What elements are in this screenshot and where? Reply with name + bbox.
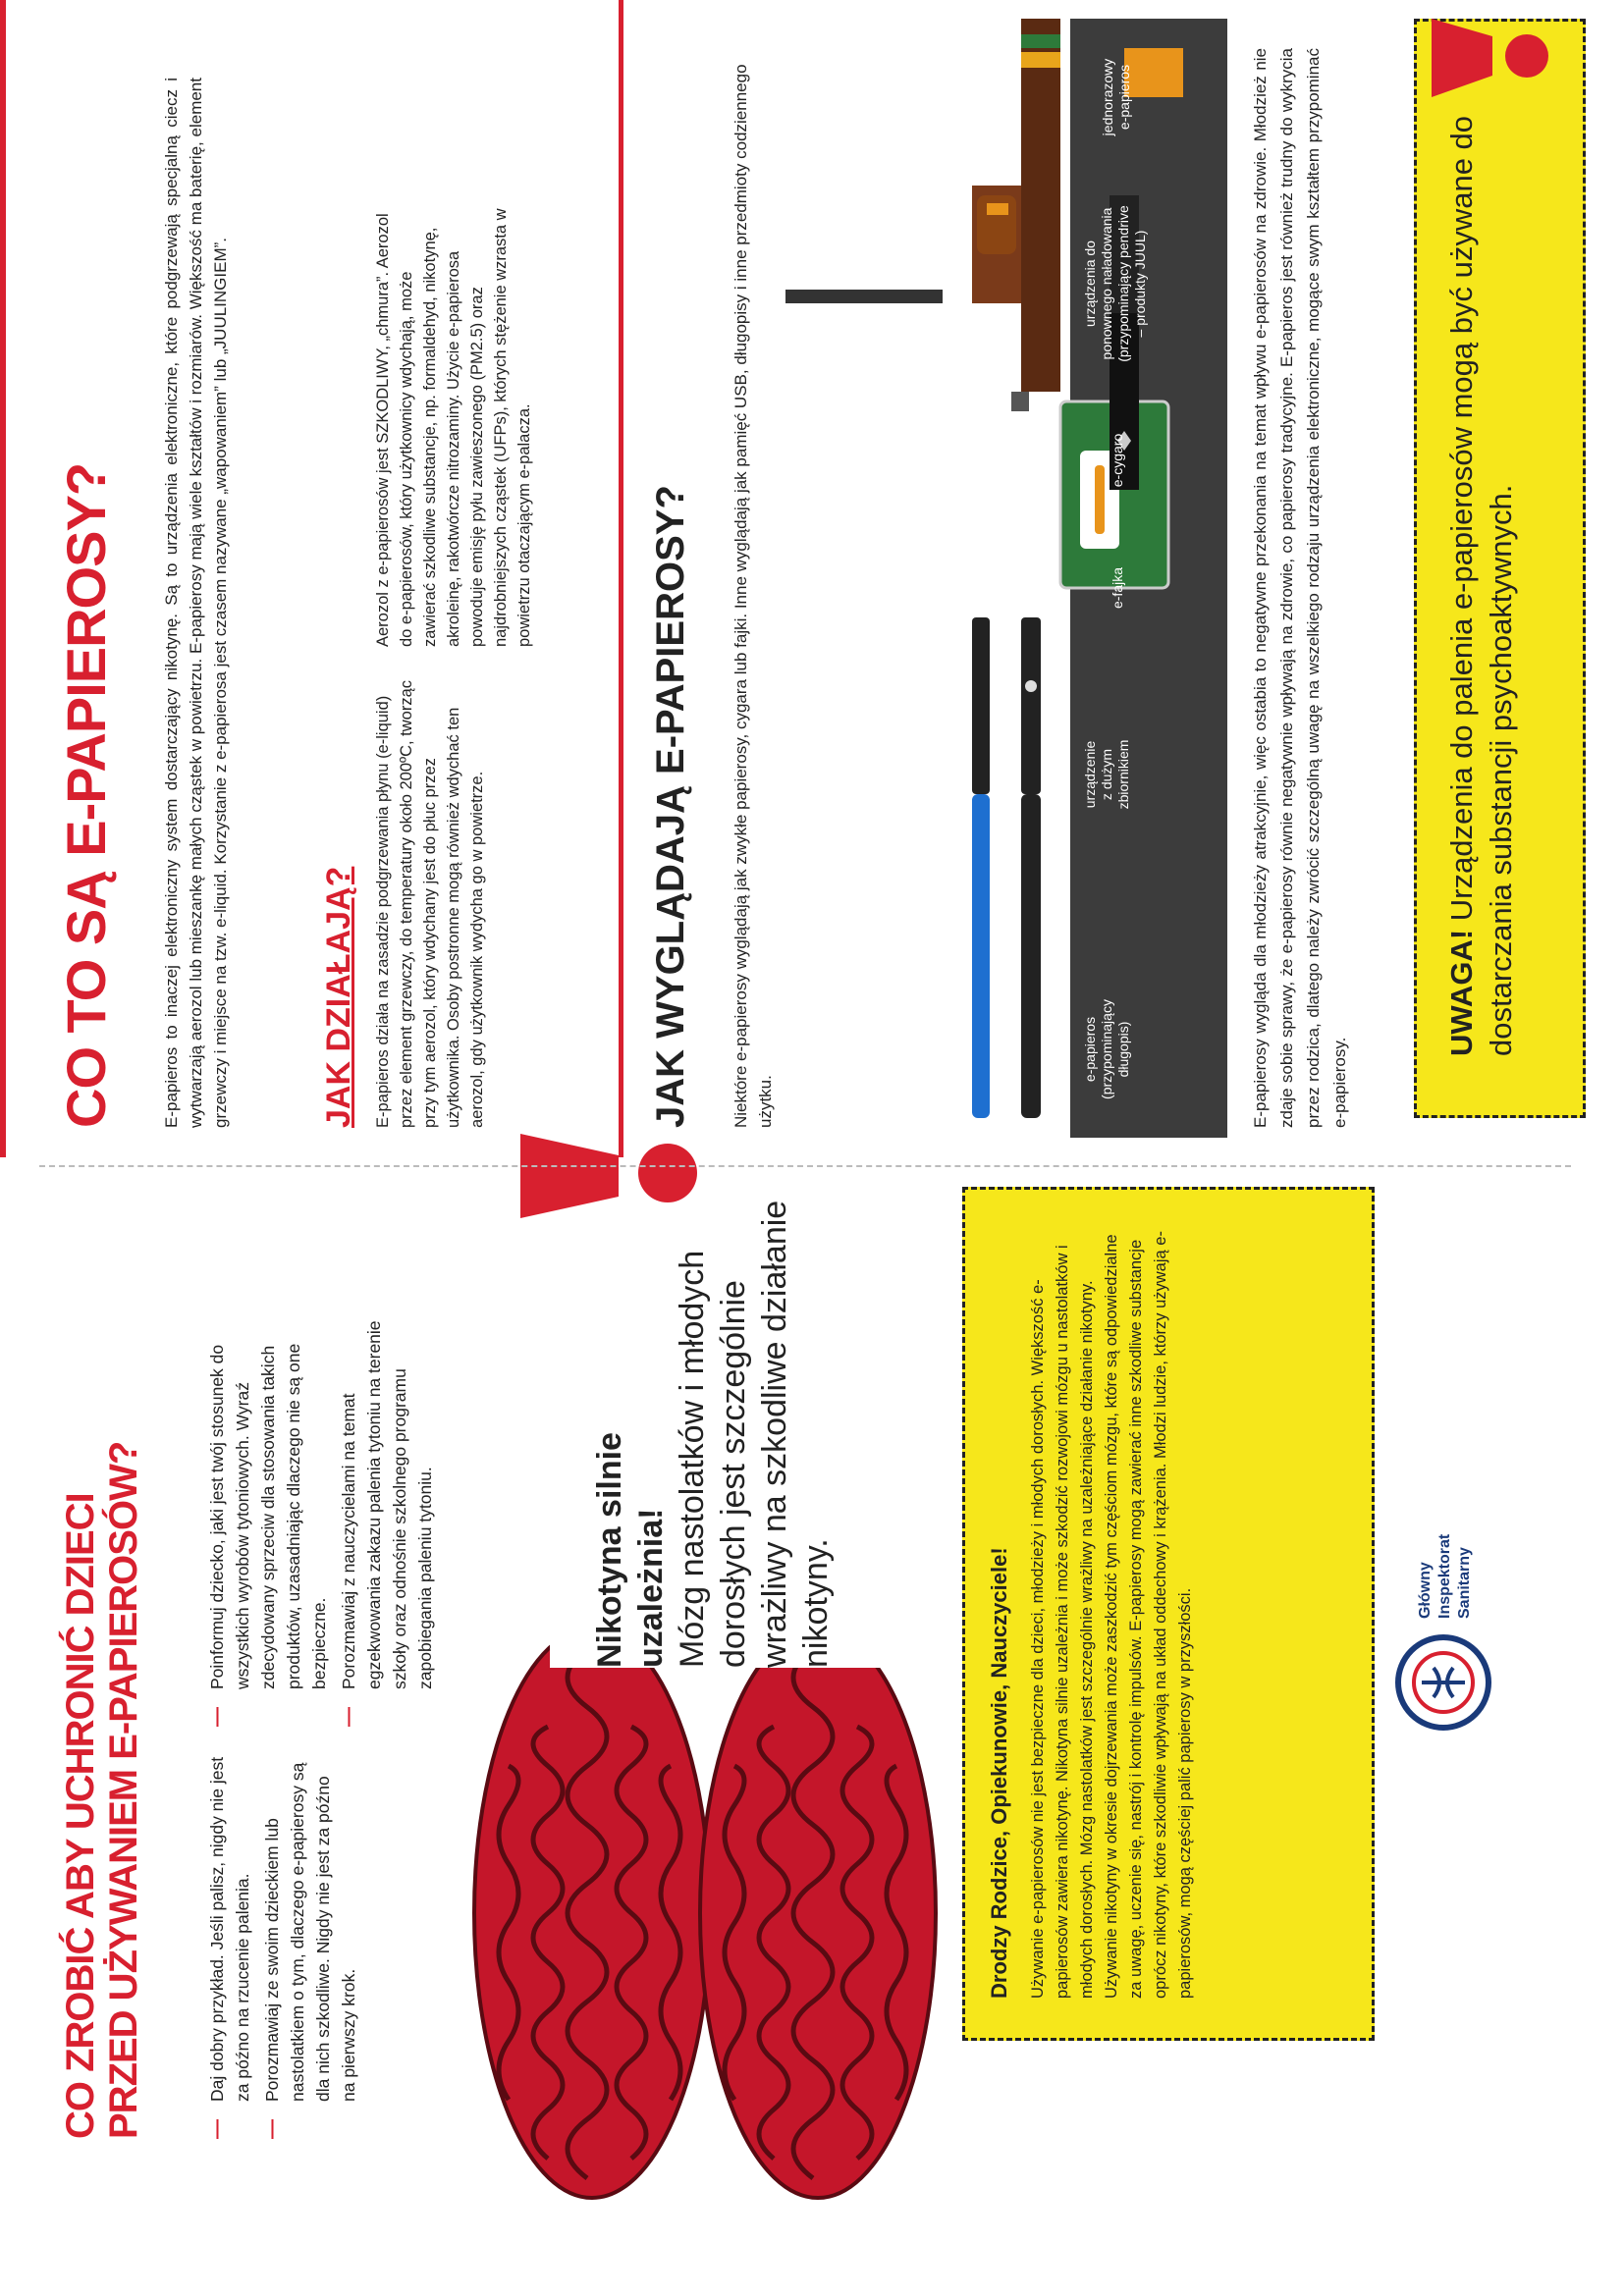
device-label-pen — [1082, 971, 1132, 1128]
device-label-line: długopis) — [1115, 1021, 1131, 1078]
exclamation-icon — [1424, 0, 1551, 107]
tip-text: Porozmawiaj ze swoim dzieckiem lub nastolatkiem o tym, dlaczego e-papierosy są dla nich szkodliwe. Nigdy nie jest za późno na pierwszy krok. — [262, 1762, 358, 2102]
device-label-line: urządzenie — [1082, 740, 1098, 809]
device-label-pipe — [1110, 529, 1126, 647]
tip-item — [336, 1314, 438, 1727]
tips-column-2 — [204, 1314, 442, 1727]
dash-bullet-icon: — — [206, 1707, 228, 1727]
dash-bullet-icon: — — [261, 2119, 283, 2139]
parents-notice-box — [962, 1187, 1375, 2041]
device-label-disposable — [1100, 28, 1133, 166]
exclamation-icon — [511, 1118, 707, 1236]
tip-item — [204, 1314, 332, 1727]
nicotine-strong-line1: Nikotyna silnie — [591, 1432, 628, 1668]
device-pen-vape — [972, 617, 1041, 1118]
device-label-line: zbiornikiem — [1115, 739, 1131, 810]
device-label-line: e-papieros — [1116, 64, 1132, 131]
device-e-cigar — [1021, 19, 1060, 392]
tip-item — [204, 1756, 255, 2139]
parents-notice-body: Używanie e-papierosów nie jest bezpieczne dla dzieci, młodzieży i młodych dorosłych. Większość e-papierosów zawiera nikotynę. Nikotyna silnie uzależnia i może szkodzić rozwojowi mózgu u nastolatków i młodych dorosłych. Mózg nastolatków jest szczególnie wrażliwy na uzależniające działanie nikotyny. Używanie nikotyny w okresie dojrzewania może zaszkodzić tym częściom mózgu, które są odpowiedzialne za uwagę, uczenie się, nastrój i kontrolę impulsów. E-papierosy mogą zawierać inne szkodliwe substancje oprócz nikotyny, które szkodliwie wpływają na układ oddechowy i krążenia. Młodzi ludzie, którzy używają e-papierosów, mogą częściej palić papierosy w przyszłości. — [1029, 1231, 1194, 1999]
dash-bullet-icon: — — [206, 2119, 228, 2139]
brain-left-hemisphere — [474, 1629, 710, 2198]
nicotine-callout — [550, 1197, 943, 1668]
how-they-work-col1: E-papieros działa na zasadzie podgrzewania płynu (e-liquid) przez element grzewczy, do temperatury około 200ºC, tworząc przy tym aerozol, który wdychany jest do płuc przez użytkownika. Osoby postronne mogą również wdychać ten aerozol, gdy użytkownik wydycha go w powietrze. — [374, 680, 486, 1128]
gis-logo-text — [1416, 1491, 1475, 1619]
warning-message: Urządzenia do palenia e-papierosów mogą być używane do dostarczania substancji psychoaktywnych. — [1444, 115, 1518, 1056]
device-label-line: (przypominający pendrive — [1115, 205, 1131, 362]
device-label-line: e-fajka — [1110, 566, 1125, 610]
gis-logo-line1: Główny Inspektorat — [1417, 1533, 1453, 1619]
gis-logo — [1394, 1496, 1512, 1732]
tip-text: Daj dobry przykład. Jeśli palisz, nigdy nie jest za późno na rzucenie palenia. — [207, 1756, 252, 2102]
how-they-work-title: JAK DZIAŁAJĄ? — [320, 866, 357, 1128]
tip-text: Poinformuj dziecko, jaki jest twój stosunek do wszystkich wyrobów tytoniowych. Wyraź zdecydowany sprzeciw dla stosowania takich produktów, uzasadniając dlaczego nie są one bezpieczne. — [207, 1343, 329, 1689]
brain-illustration — [460, 1609, 950, 2217]
device-label-usb — [1082, 186, 1149, 382]
gis-logo-line2: Sanitarny — [1456, 1547, 1473, 1619]
warning-text — [1442, 65, 1521, 1056]
right-top-red-bar — [0, 0, 6, 1157]
how-they-look-text: Niektóre e-papierosy wyglądają jak zwykłe papierosy, cygara lub fajki. Inne wyglądają jak pamięć USB, długopisy i inne przedmioty codziennego użytku. — [731, 64, 775, 1128]
left-title-line2: PRZED UŻYWANIEM E-PAPIEROSÓW? — [102, 1441, 145, 2139]
nicotine-strong-line2: uzależnia! — [632, 1508, 670, 1668]
device-tank-mod — [1011, 392, 1168, 588]
device-label-cigar — [1110, 401, 1126, 519]
device-label-line: e-cygaro — [1110, 433, 1125, 488]
intro-paragraph: E-papieros to inaczej elektroniczny system dostarczający nikotynę. Są to urządzenia elektroniczne, które podgrzewają specjalną ciecz i wytwarzają aerozol lub mieszankę małych cząstek w powietrzu. E-papierosy mają wiele kształtów i rozmiarów. Większość ma baterię, element grzewczy i miejsce na tzw. e-liquid. Korzystanie z e-papierosa jest czasem nazywane „wapowaniem” lub „JUULINGIEM”. — [162, 78, 230, 1128]
warning-box — [1414, 19, 1586, 1118]
tip-item — [259, 1756, 361, 2139]
gis-emblem-icon — [1394, 1633, 1492, 1732]
device-label-line: urządzenia do — [1082, 240, 1098, 327]
parents-notice-heading: Drodzy Rodzice, Opiekunowie, Nauczyciele! — [987, 1547, 1011, 1999]
nicotine-strong-text — [589, 1197, 672, 1668]
device-e-pipe — [785, 186, 1021, 303]
device-label-tank — [1082, 706, 1132, 843]
warning-label: UWAGA! — [1444, 929, 1479, 1056]
nicotine-body-text: Mózg nastolatków i młodych dorosłych jest szczególnie wrażliwy na szkodliwe działanie nikotyny. — [674, 1200, 835, 1668]
device-label-line: ponownego naładowania — [1099, 207, 1114, 360]
device-label-line: e-papieros — [1082, 1016, 1098, 1083]
dash-bullet-icon: — — [338, 1707, 359, 1727]
tips-column-1 — [204, 1756, 365, 2139]
device-label-line: z dużym — [1099, 748, 1114, 801]
device-label-line: – produkty JUUL) — [1132, 230, 1148, 338]
panel-divider — [39, 1165, 1571, 1167]
device-label-line: (przypominający — [1099, 999, 1114, 1099]
tip-text: Porozmawiaj z nauczycielami na temat egzekwowania zakazu palenia tytoniu na terenie szkoły oraz odnośnie szkolnego programu zapobiegania paleniu tytoniu. — [339, 1320, 435, 1689]
left-title-line1: CO ZROBIĆ ABY UCHRONIĆ DZIECI — [59, 1493, 102, 2139]
left-panel-title — [59, 1255, 145, 2139]
devices-illustration — [785, 19, 1227, 1138]
right-panel-title: CO TO SĄ E-PAPIEROSY? — [55, 462, 117, 1128]
attractiveness-paragraph: E-papierosy wygląda dla młodzieży atrakcyjnie, więc ostabia to negatywne przekonania na temat wpływu e-papierosów na zdrowie. Młodzież nie zdaje sobie sprawy, że e-papierosy równie negatywnie wpływają na zdrowie, co papierosy tradycyjne. E-papieros jest również trudny do wykrycia przez rodzica, dlatego należy zwrócić szczególną uwagę na wszelkiego rodzaju urządzenia elektroniczne, mogące swym kształtem przypominać e-papierosy. — [1251, 48, 1349, 1128]
section-red-divider — [619, 0, 623, 1157]
how-they-look-title: JAK WYGLĄDAJĄ E-PAPIEROSY? — [649, 485, 692, 1128]
brain-right-hemisphere — [700, 1629, 936, 2198]
how-they-work-col2: Aerozol z e-papierosów jest SZKODLIWY, „chmura”. Aerozol do e-papierosów, który użytkownicy wdychają, może zawierać szkodliwe substancje, np. formaldehyd, nikotynę, akroleinę, rakotwórcze nitrozaminy. Użycie e-papierosa powoduje emisję pyłu zawieszonego (PM2.5) oraz najdrobniejszych cząstek (UFPs), których stężenie wzrasta w powietrzu otaczającym e-palacza. — [374, 208, 533, 647]
device-label-line: jednorazowy — [1100, 58, 1115, 136]
